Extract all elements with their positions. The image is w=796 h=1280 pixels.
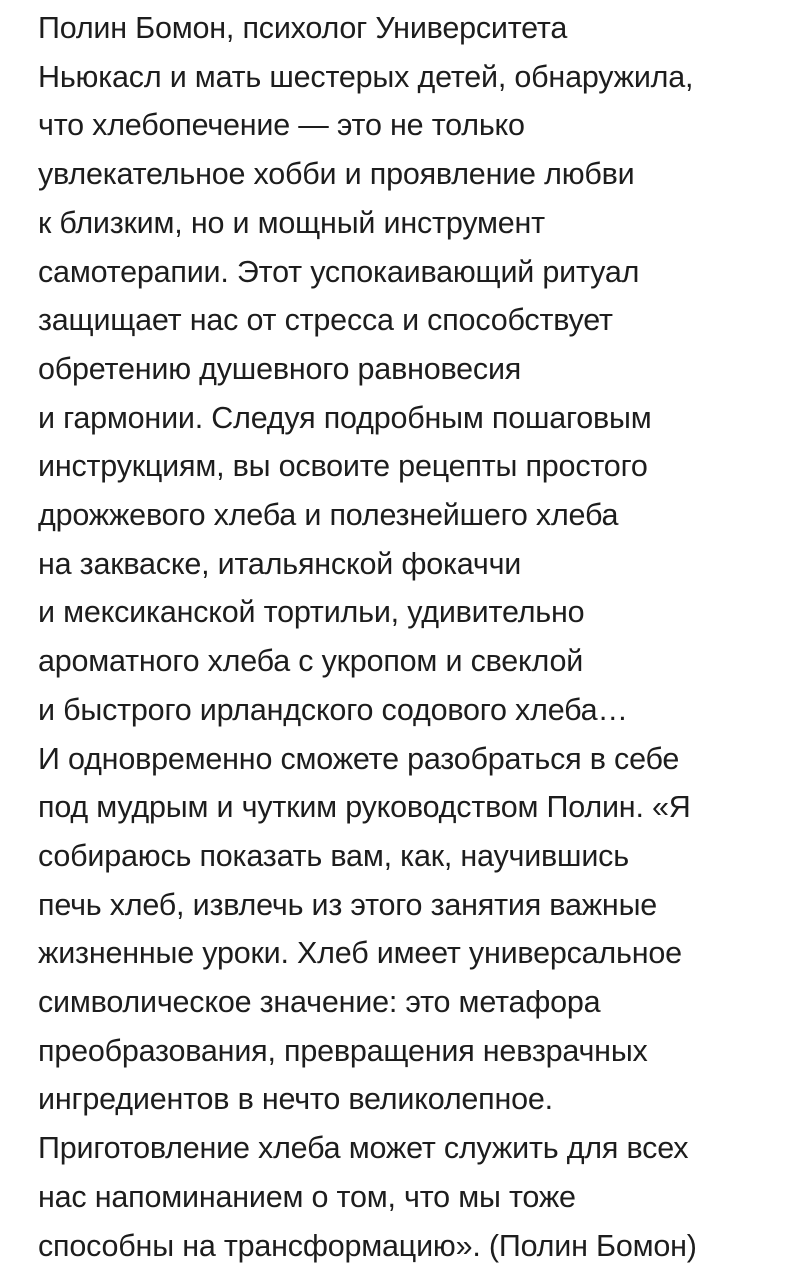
text-line: дрожжевого хлеба и полезнейшего хлеба (38, 498, 619, 533)
text-line: печь хлеб, извлечь из этого занятия важные (38, 887, 658, 922)
text-line: самотерапии. Этот успокаивающий ритуал (38, 254, 640, 289)
text-line: что хлебопечение — это не только (38, 108, 525, 143)
text-line: Приготовление хлеба может служить для всех (38, 1131, 689, 1166)
text-line: к близким, но и мощный инструмент (38, 205, 545, 240)
text-line: Полин Бомон, психолог Университета (38, 11, 568, 45)
text-line: и быстрого ирландского содового хлеба… (38, 692, 628, 727)
text-line: увлекательное хобби и проявление любви (38, 157, 635, 192)
text-line: под мудрым и чутким руководством Полин. «Я (38, 790, 691, 825)
text-line: инструкциям, вы освоите рецепты простого (38, 449, 648, 484)
text-line: и мексиканской тортильи, удивительно (38, 595, 585, 630)
text-line: преобразования, превращения невзрачных (38, 1033, 648, 1068)
book-description-text (38, 4, 788, 1270)
text-line: ингредиентов в нечто великолепное. (38, 1082, 553, 1117)
text-line: Ньюкасл и мать шестерых детей, обнаружила, (38, 59, 694, 94)
text-line: ароматного хлеба с укропом и свеклой (38, 644, 584, 679)
text-line: жизненные уроки. Хлеб имеет универсальное (38, 936, 682, 971)
text-line: нас напоминанием о том, что мы тоже (38, 1179, 576, 1214)
text-line: на закваске, итальянской фокаччи (38, 546, 522, 581)
text-line: способны на трансформацию». (Полин Бомон) (38, 1228, 697, 1263)
text-line: защищает нас от стресса и способствует (38, 303, 613, 338)
text-line: символическое значение: это метафора (38, 985, 601, 1020)
text-line: И одновременно сможете разобраться в себе (38, 741, 680, 776)
text-line: обретению душевного равновесия (38, 351, 522, 386)
text-line: и гармонии. Следуя подробным пошаговым (38, 400, 652, 435)
text-line: собираюсь показать вам, как, научившись (38, 838, 629, 873)
